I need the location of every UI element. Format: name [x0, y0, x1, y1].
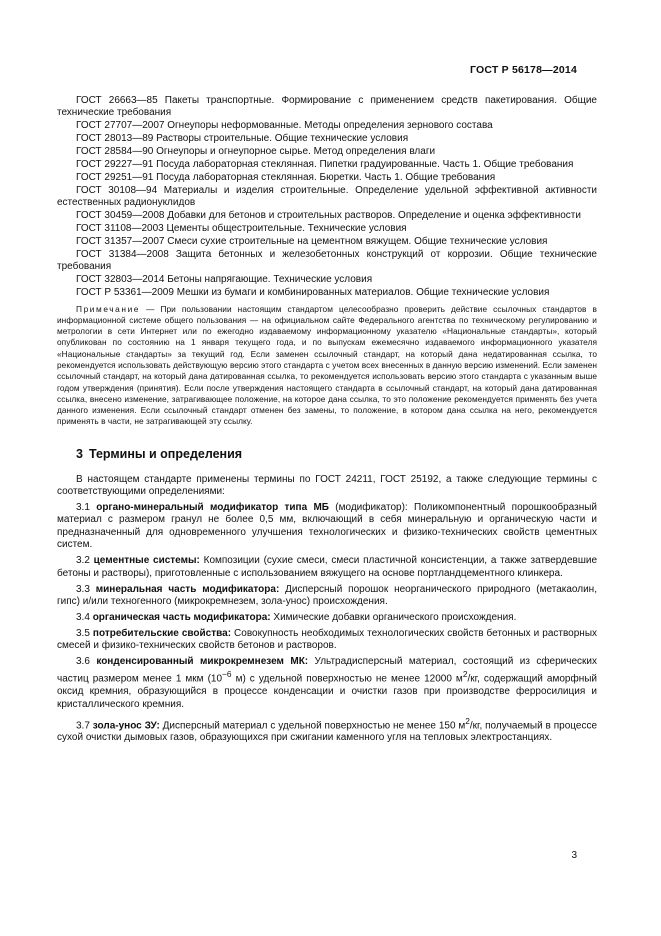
- reference-item: ГОСТ 30459—2008 Добавки для бетонов и строительных растворов. Определение и оценка эффективности: [76, 210, 581, 222]
- term-number: 3.5: [76, 627, 90, 639]
- reference-item: ГОСТ 31357—2007 Смеси сухие строительные на цементном вяжущем. Общие технические условия: [76, 235, 548, 247]
- reference-item: ГОСТ 26663—85 Пакеты транспортные. Формирование с применением средств пакетирования. Общие технические требования: [57, 95, 597, 119]
- note-dash: —: [140, 303, 161, 314]
- term-name: зола-унос ЗУ:: [92, 719, 160, 731]
- note-paragraph: [57, 304, 597, 428]
- term-text: Химические добавки органического происхождения.: [270, 611, 517, 623]
- reference-item: ГОСТ 31108—2003 Цементы общестроительные. Технические условия: [76, 223, 407, 235]
- reference-item: ГОСТ 32803—2014 Бетоны напрягающие. Технические условия: [76, 274, 373, 286]
- term-definition: [57, 612, 597, 624]
- term-text: Дисперсный порошок неорганического природного (метакаолин, гипс) и/или техногенного (микрокремнезем, зола-унос) происхождения.: [57, 583, 597, 607]
- page-content: [57, 95, 597, 748]
- term-number: 3.3: [76, 583, 90, 595]
- term-definition: [57, 715, 597, 745]
- standard-header: ГОСТ Р 56178—2014: [469, 64, 577, 76]
- term-definition: [57, 502, 597, 552]
- reference-item: ГОСТ 28013—89 Растворы строительные. Общие технические условия: [76, 133, 409, 145]
- term-number: 3.7: [76, 719, 90, 731]
- term-text: Совокупность необходимых технологических свойств бетонных и растворных смесей и физико-технических свойств бетонов и растворов.: [57, 627, 598, 652]
- reference-list: [57, 95, 597, 300]
- term-text: /кг, содержащий аморфный оксид кремния, образующийся в процессе конденсации и очистки газов при производстве ферросилиция и кристаллического кремния.: [57, 673, 598, 710]
- term-text: Дисперсный материал с удельной поверхностью не менее 150 м: [159, 719, 466, 731]
- term-number: 3.1: [76, 502, 90, 514]
- section-heading: [76, 447, 597, 461]
- page-number: 3: [571, 850, 577, 861]
- reference-item: ГОСТ 28584—90 Огнеупоры и огнеупорное сырье. Метод определения влаги: [76, 146, 436, 158]
- term-name: органо-минеральный модификатор типа МБ: [96, 502, 329, 514]
- term-text: Ультрадисперсный материал, состоящий из сферических частиц размером менее 1 мкм (10: [57, 656, 597, 685]
- term-name: минеральная часть модификатора:: [95, 583, 280, 595]
- note-label: Примечание: [76, 303, 141, 314]
- term-definition: [57, 555, 597, 580]
- reference-item: ГОСТ 27707—2007 Огнеупоры неформованные. Методы определения зернового состава: [76, 120, 493, 132]
- section-title: Термины и определения: [88, 446, 243, 461]
- term-number: 3.2: [76, 555, 90, 567]
- reference-item: ГОСТ 30108—94 Материалы и изделия строительные. Определение удельной эффективной активности естественных радионуклидов: [57, 184, 597, 209]
- term-name: цементные системы:: [93, 555, 200, 567]
- reference-item: ГОСТ Р 53361—2009 Мешки из бумаги и комбинированных материалов. Общие технические условия: [76, 287, 550, 299]
- exponent: 2: [465, 715, 470, 726]
- reference-item: ГОСТ 31384—2008 Защита бетонных и железобетонных конструкций от коррозии. Общие технические требования: [57, 248, 597, 273]
- term-text: (модификатор): Поликомпонентный порошкообразный материал с размером гранул не более 0,5 мм, включающий в себя минеральную и органическую части и предназначенный для одновременного улучшения технологических и физико-технических свойств цементных систем.: [57, 502, 597, 551]
- term-number: 3.6: [76, 656, 90, 668]
- intro-paragraph: В настоящем стандарте применены термины по ГОСТ 24211, ГОСТ 25192, а также следующие термины с соответствующими определениями:: [57, 473, 597, 498]
- term-name: органическая часть модификатора:: [92, 611, 271, 623]
- term-name: потребительские свойства:: [92, 627, 232, 639]
- exponent: 2: [462, 669, 468, 680]
- term-definition: [57, 584, 597, 609]
- note-text: При пользовании настоящим стандартом целесообразно проверить действие ссылочных стандартов в информационной системе общего пользования — на официальном сайте Федерального агентства по техническому регулированию и метрологии в сети Интернет или по ежегодно издаваемому информационному указателю «Национальные стандарты», который опубликован по состоянию на 1 января текущего года, и по выпускам ежемесячно издаваемого информационного указателя «Национальные стандарты» за текущий год. Если заменен ссылочный стандарт, на который дана недатированная ссылка, то рекомендуется использовать действующую версию этого стандарта с учетом всех внесенных в данную версию изменений. Если заменен ссылочный стандарт, на который дана датированная ссылка, то рекомендуется использовать версию этого стандарта с указанным выше годом утверждения (принятия). Если после утверждения настоящего стандарта в ссылочный стандарт, на который дана датированная ссылка, внесено изменение, затрагивающее положение, на которое дана ссылка, то это положение рекомендуется применять без учета данного изменения. Если ссылочный стандарт отменен без замены, то положение, в котором дана ссылка на него, рекомендуется применять в части, не затрагивающей эту ссылку.: [57, 303, 597, 427]
- reference-item: ГОСТ 29251—91 Посуда лабораторная стеклянная. Бюретки. Часть 1. Общие требования: [76, 171, 496, 183]
- reference-item: ГОСТ 29227—91 Посуда лабораторная стеклянная. Пипетки градуированные. Часть 1. Общие требования: [76, 159, 574, 171]
- term-name: конденсированный микрокремнезем МК:: [96, 656, 309, 668]
- term-text: Композиции (сухие смеси, смеси пластичной консистенции, а также затвердевшие бетоны и растворы), приготовленные с использованием вяжущего на основе портландцементного клинкера.: [57, 555, 598, 579]
- term-text: м) с удельной поверхностью не менее 12000 м: [231, 673, 463, 685]
- section-number: 3: [76, 446, 83, 461]
- exponent: −6: [222, 669, 232, 680]
- term-text: /кг, получаемый в процессе сухой очистки дымовых газов, образующихся при сжигании каменного угля на тепловых электростанциях.: [57, 719, 598, 744]
- term-definition: [57, 628, 597, 653]
- term-definition: [57, 656, 597, 711]
- term-number: 3.4: [76, 611, 90, 623]
